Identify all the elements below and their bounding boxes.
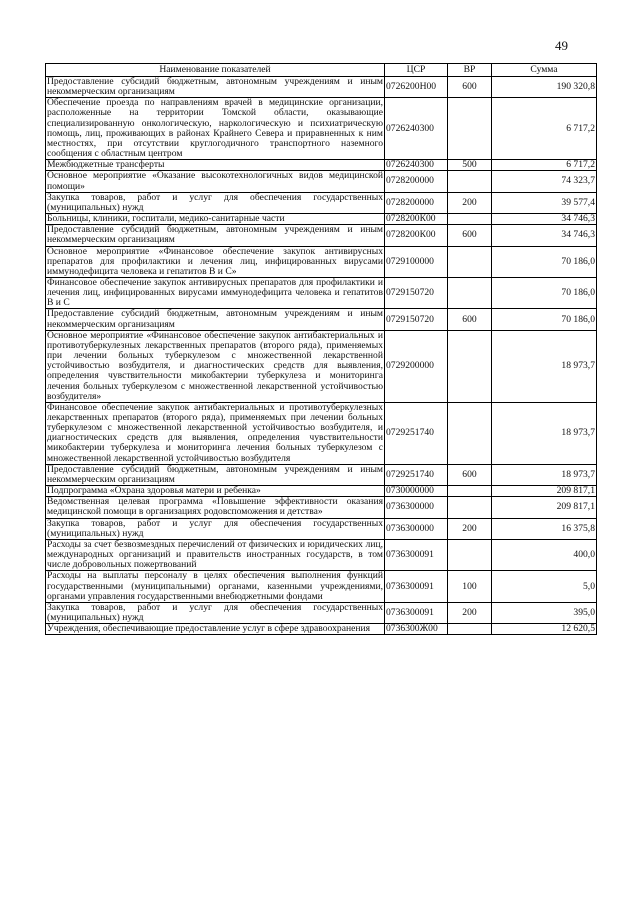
row-vr [448,98,492,160]
table-row [46,160,597,171]
row-name: Учреждения, обеспечивающие предоставление услуг в сфере здравоохранения [46,624,385,635]
header-csr: ЦСР [385,64,448,77]
row-vr [448,330,492,402]
table-row [46,309,597,330]
row-csr: 0728200000 [385,192,448,213]
row-name: Закупка товаров, работ и услуг для обеспечения государственных (муниципальных) нужд [47,517,383,539]
row-name: Финансовое обеспечение закупок антивирусных препаратов для профилактики и лечения лиц, инфицированных вирусами иммунодефицита человека и гепатитов В и С [47,276,383,309]
row-csr: 0726240300 [385,160,448,171]
row-sum: 16 375,8 [492,518,597,539]
row-name: Межбюджетные трансферты [46,160,385,171]
row-vr: 200 [448,602,492,623]
row-vr: 100 [448,571,492,602]
row-sum: 18 973,7 [492,330,597,402]
table-row [46,225,597,246]
table-row [46,539,597,570]
row-csr: 0729100000 [385,246,448,277]
row-name: Предоставление субсидий бюджетным, автономным учреждениям и иным некоммерческим организациям [47,308,383,330]
row-sum: 395,0 [492,602,597,623]
row-csr: 0729251740 [385,464,448,485]
row-csr: 0736300091 [385,571,448,602]
row-vr: 600 [448,309,492,330]
header-vr: ВР [448,64,492,77]
row-name: Закупка товаров, работ и услуг для обеспечения государственных (муниципальных) нужд [47,191,383,213]
table-row [46,246,597,277]
row-sum: 6 717,2 [492,160,597,171]
row-sum: 39 577,4 [492,192,597,213]
table-row [46,497,597,518]
table-row [46,602,597,623]
row-name: Основное мероприятие «Финансовое обеспечение закупок антивирусных препаратов для профилактики и лечения лиц, инфицированных вирусами иммунодефицита человека и гепатитов В и С» [47,245,383,277]
row-sum: 70 186,0 [492,277,597,308]
header-name: Наименование показателей [46,64,385,77]
row-sum: 12 620,5 [492,624,597,635]
table-row [46,214,597,225]
row-vr [448,214,492,225]
row-sum: 70 186,0 [492,309,597,330]
row-name: Расходы за счет безвозмездных перечислений от физических и юридических лиц, международных организаций и правительств иностранных государств, в том числе добровольных пожертвований [47,538,383,571]
page-number: 49 [555,38,568,53]
table-row [46,77,597,98]
row-name: Основное мероприятие «Финансовое обеспечение закупок антибактериальных и противотуберкулезных лекарственных препаратов (второго ряда), применяемых при лечении больных туберкулезом с множественной лекарственной устойчивостью возбудителя, и диагностических средств для выявления, определения чувствительности микобактерии туберкулеза и мониторинга лечения больных туберкулезом с множественной лекарственной устойчивостью возбудителя» [47,329,383,402]
row-vr: 500 [448,160,492,171]
table-row [46,277,597,308]
row-sum: 190 320,8 [492,77,597,98]
row-csr: 0736300000 [385,497,448,518]
row-name: Подпрограмма «Охрана здоровья матери и ребенка» [46,486,385,497]
row-sum: 74 323,7 [492,171,597,192]
row-name: Ведомственная целевая программа «Повышение эффективности оказания медицинской помощи в организациях родовспоможения и детства» [47,496,383,518]
row-vr [448,246,492,277]
row-sum: 6 717,2 [492,98,597,160]
row-csr: 0728200К00 [385,225,448,246]
table-row [46,624,597,635]
row-sum: 70 186,0 [492,246,597,277]
row-sum: 209 817,1 [492,486,597,497]
row-name: Обеспечение проезда по направлениям врачей в медицинские организации, расположенные на территории Томской области, оказывающие специализированную онкологическую, наркологическую и психиатрическую помощь, лиц, проживающих в районах Крайнего Севера и приравненных к ним местностях, при отсутствии круглогодичного транспортного наземного сообщения с областным центром [47,97,383,160]
row-vr [448,402,492,464]
row-vr: 600 [448,225,492,246]
row-name: Расходы на выплаты персоналу в целях обеспечения выполнения функций государственными (муниципальными) органами, казенными учреждениями, органами управления государственными внебюджетными фондами [47,570,383,602]
row-csr: 0729150720 [385,309,448,330]
budget-table [45,63,597,635]
row-csr: 0736300091 [385,602,448,623]
row-vr [448,277,492,308]
row-sum: 34 746,3 [492,225,597,246]
row-csr: 0726240300 [385,98,448,160]
row-name: Основное мероприятие «Оказание высокотехнологичных видов медицинской помощи» [47,170,383,192]
row-csr: 0730000000 [385,486,448,497]
table-row [46,486,597,497]
row-csr: 0736300Ж00 [385,624,448,635]
table-header-row [46,64,597,77]
table-row [46,330,597,402]
row-csr: 0728200000 [385,171,448,192]
row-sum: 18 973,7 [492,464,597,485]
table-row [46,98,597,160]
table-row [46,518,597,539]
row-csr: 0729150720 [385,277,448,308]
table-row [46,171,597,192]
row-name: Больницы, клиники, госпитали, медико-санитарные части [46,214,385,225]
row-csr: 0726200Н00 [385,77,448,98]
row-vr [448,171,492,192]
row-sum: 18 973,7 [492,402,597,464]
row-csr: 0729251740 [385,402,448,464]
row-sum: 34 746,3 [492,214,597,225]
row-name: Закупка товаров, работ и услуг для обеспечения государственных (муниципальных) нужд [47,601,383,623]
row-vr [448,486,492,497]
table-row [46,192,597,213]
row-sum: 209 817,1 [492,497,597,518]
row-vr: 200 [448,192,492,213]
table-row [46,402,597,464]
row-sum: 400,0 [492,539,597,570]
row-name: Финансовое обеспечение закупок антибактериальных и противотуберкулезных лекарственных препаратов (второго ряда), применяемых при лечении больных туберкулезом с множественной лекарственной устойчивостью возбудителя, и диагностических средств для выявления, определения чувствительности микобактерии туберкулеза и мониторинга лечения больных туберкулезом с множественной лекарственной устойчивостью возбудителя [47,401,383,464]
row-vr [448,624,492,635]
row-csr: 0728200К00 [385,214,448,225]
row-vr: 600 [448,464,492,485]
row-csr: 0729200000 [385,330,448,402]
row-sum: 5,0 [492,571,597,602]
row-csr: 0736300000 [385,518,448,539]
row-name: Предоставление субсидий бюджетным, автономным учреждениям и иным некоммерческим организациям [47,224,383,246]
row-name: Предоставление субсидий бюджетным, автономным учреждениям и иным некоммерческим организациям [47,76,383,98]
row-vr: 600 [448,77,492,98]
table-row [46,571,597,602]
header-sum: Сумма [492,64,597,77]
row-vr [448,497,492,518]
row-vr: 200 [448,518,492,539]
row-csr: 0736300091 [385,539,448,570]
row-name: Предоставление субсидий бюджетным, автономным учреждениям и иным некоммерческим организациям [47,463,383,485]
table-row [46,464,597,485]
row-vr [448,539,492,570]
